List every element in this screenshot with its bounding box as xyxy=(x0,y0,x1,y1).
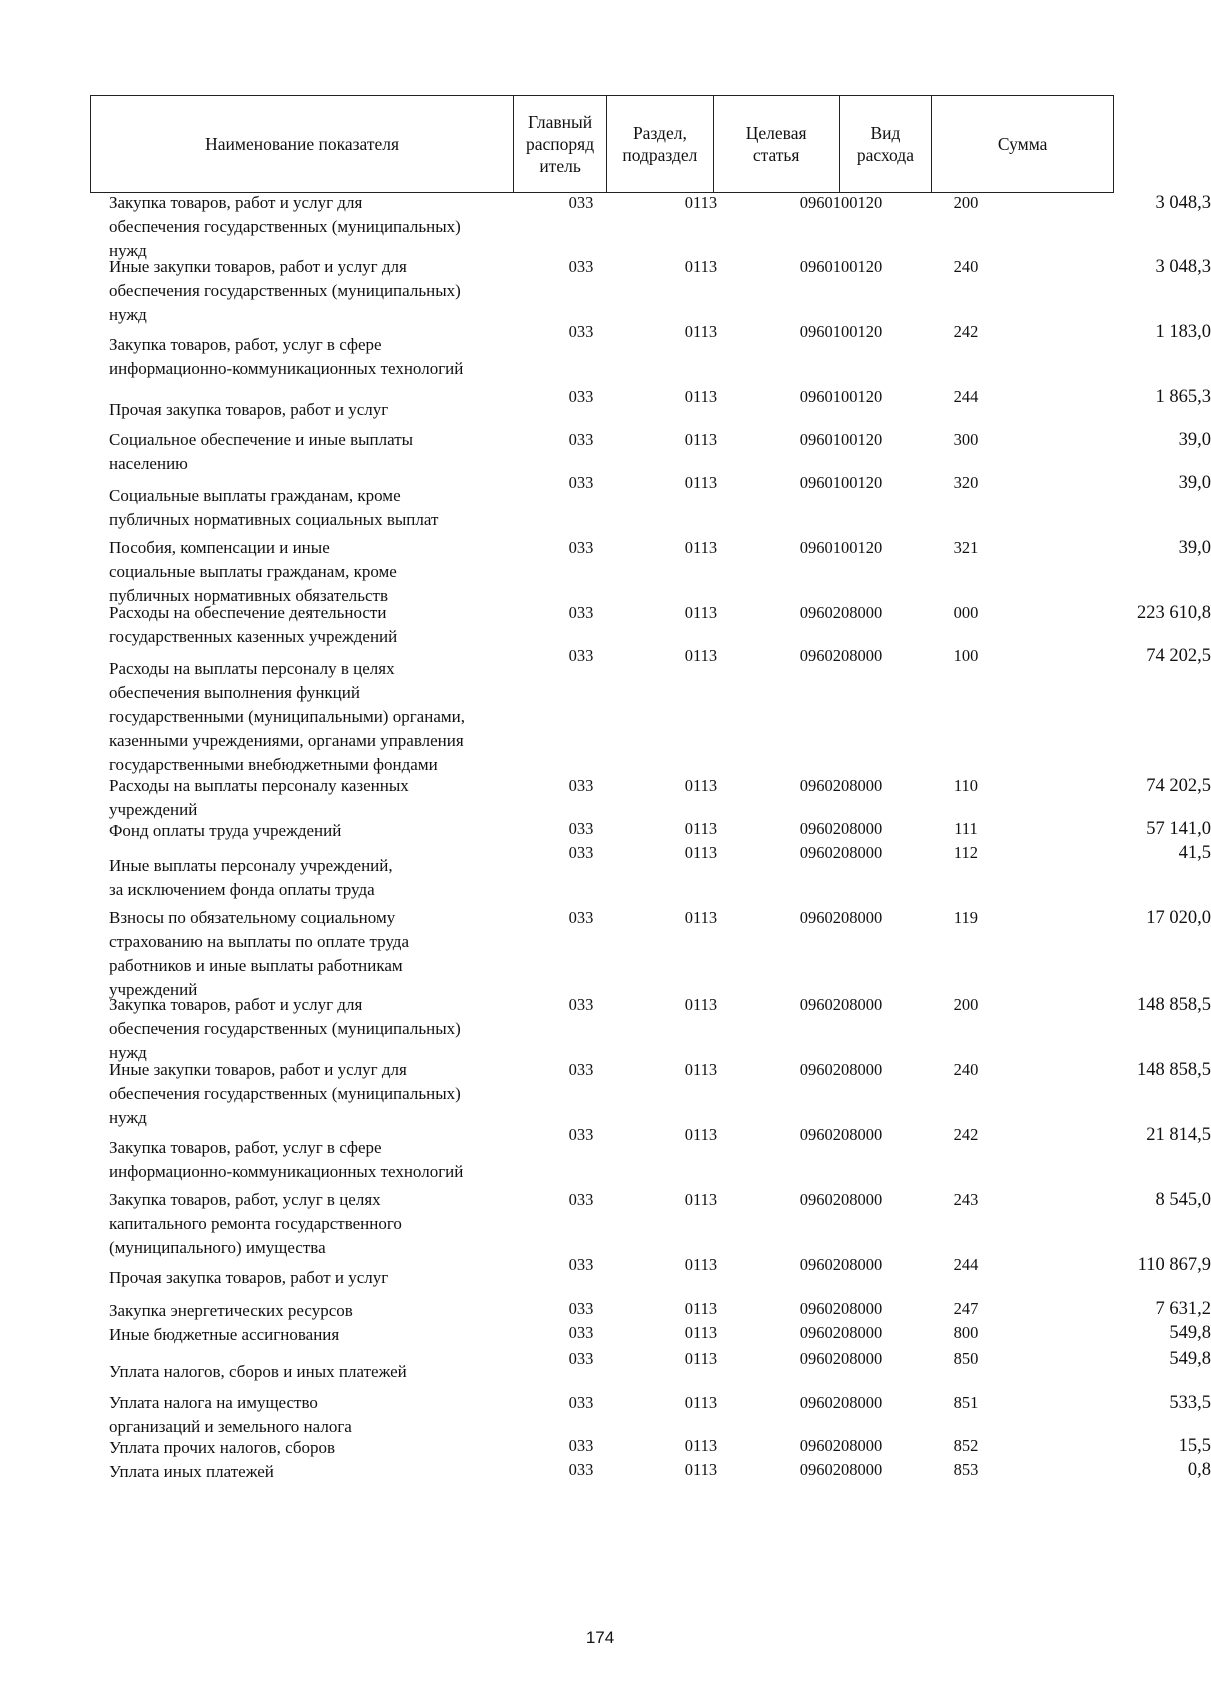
row-name: Уплата налогов, сборов и иных платежей xyxy=(109,1362,407,1381)
row-chief-code: 033 xyxy=(568,257,594,276)
row-target-code: 0960208000 xyxy=(799,1299,883,1318)
row-section-code: 0113 xyxy=(684,1436,718,1455)
row-kind-code: 200 xyxy=(953,193,979,212)
row-kind-code: 852 xyxy=(953,1436,979,1455)
row-chief-code: 033 xyxy=(568,776,594,795)
row-chief-code: 033 xyxy=(568,908,594,927)
row-section-code: 0113 xyxy=(684,995,718,1014)
row-target-code: 0960208000 xyxy=(799,1393,883,1412)
row-name: Закупка товаров, работ, услуг в сфере информационно-коммуникационных технологий xyxy=(109,335,464,378)
row-target-code: 0960100120 xyxy=(799,387,883,406)
row-sum: 17 020,0 xyxy=(1146,908,1211,928)
row-name: Фонд оплаты труда учреждений xyxy=(109,821,342,840)
row-chief-code: 033 xyxy=(568,1060,594,1079)
row-section-code: 0113 xyxy=(684,1393,718,1412)
row-sum: 3 048,3 xyxy=(1155,257,1211,277)
row-sum: 39,0 xyxy=(1178,538,1211,558)
row-kind-code: 244 xyxy=(953,387,979,406)
row-chief-code: 033 xyxy=(568,1349,594,1368)
row-kind-code: 119 xyxy=(953,908,979,927)
row-kind-code: 851 xyxy=(953,1393,979,1412)
row-kind-code: 110 xyxy=(953,776,979,795)
row-section-code: 0113 xyxy=(684,257,718,276)
row-sum: 15,5 xyxy=(1178,1436,1211,1456)
row-target-code: 0960208000 xyxy=(799,1323,883,1342)
row-target-code: 0960208000 xyxy=(799,1060,883,1079)
row-name: Закупка товаров, работ и услуг для обеспечения государственных (муниципальных) нужд xyxy=(109,193,461,260)
row-kind-code: 242 xyxy=(953,1125,979,1144)
row-section-code: 0113 xyxy=(684,1349,718,1368)
row-name: Иные закупки товаров, работ и услуг для обеспечения государственных (муниципальных) нужд xyxy=(109,1060,461,1127)
row-target-code: 0960208000 xyxy=(799,843,883,862)
row-kind-code: 100 xyxy=(953,646,979,665)
row-chief-code: 033 xyxy=(568,995,594,1014)
row-kind-code: 240 xyxy=(953,257,979,276)
row-chief-code: 033 xyxy=(568,1393,594,1412)
row-sum: 223 610,8 xyxy=(1137,603,1211,623)
row-chief-code: 033 xyxy=(568,819,594,838)
row-kind-code: 850 xyxy=(953,1349,979,1368)
row-target-code: 0960100120 xyxy=(799,193,883,212)
row-target-code: 0960208000 xyxy=(799,603,883,622)
row-chief-code: 033 xyxy=(568,843,594,862)
row-section-code: 0113 xyxy=(684,1125,718,1144)
row-sum: 57 141,0 xyxy=(1146,819,1211,839)
row-section-code: 0113 xyxy=(684,1460,718,1479)
row-name: Взносы по обязательному социальному страхованию на выплаты по оплате труда работников и иные выплаты работникам учреждений xyxy=(109,908,409,999)
row-kind-code: 853 xyxy=(953,1460,979,1479)
row-kind-code: 247 xyxy=(953,1299,979,1318)
row-chief-code: 033 xyxy=(568,322,594,341)
row-target-code: 0960208000 xyxy=(799,776,883,795)
row-name: Расходы на обеспечение деятельности государственных казенных учреждений xyxy=(109,603,398,646)
row-target-code: 0960208000 xyxy=(799,1436,883,1455)
row-target-code: 0960208000 xyxy=(799,1255,883,1274)
row-name: Уплата прочих налогов, сборов xyxy=(109,1438,335,1457)
row-section-code: 0113 xyxy=(684,646,718,665)
row-section-code: 0113 xyxy=(684,193,718,212)
row-name: Социальные выплаты гражданам, кроме публичных нормативных социальных выплат xyxy=(109,486,439,529)
row-sum: 3 048,3 xyxy=(1155,193,1211,213)
row-kind-code: 240 xyxy=(953,1060,979,1079)
row-sum: 549,8 xyxy=(1169,1349,1211,1369)
row-section-code: 0113 xyxy=(684,1299,718,1318)
row-kind-code: 000 xyxy=(953,603,979,622)
row-section-code: 0113 xyxy=(684,473,718,492)
row-target-code: 0960100120 xyxy=(799,473,883,492)
row-sum: 1 865,3 xyxy=(1155,387,1211,407)
row-name: Прочая закупка товаров, работ и услуг xyxy=(109,400,389,419)
row-kind-code: 244 xyxy=(953,1255,979,1274)
row-name: Расходы на выплаты персоналу казенных учреждений xyxy=(109,776,409,819)
row-section-code: 0113 xyxy=(684,843,718,862)
row-section-code: 0113 xyxy=(684,538,718,557)
row-target-code: 0960208000 xyxy=(799,908,883,927)
row-name: Закупка товаров, работ, услуг в целях капитального ремонта государственного (муниципального) имущества xyxy=(109,1190,402,1257)
row-kind-code: 300 xyxy=(953,430,979,449)
row-section-code: 0113 xyxy=(684,1060,718,1079)
row-kind-code: 200 xyxy=(953,995,979,1014)
row-target-code: 0960208000 xyxy=(799,646,883,665)
row-kind-code: 242 xyxy=(953,322,979,341)
row-sum: 110 867,9 xyxy=(1137,1255,1211,1275)
row-section-code: 0113 xyxy=(684,1190,718,1209)
row-name: Иные выплаты персоналу учреждений, за исключением фонда оплаты труда xyxy=(109,856,393,899)
row-kind-code: 243 xyxy=(953,1190,979,1209)
row-chief-code: 033 xyxy=(568,387,594,406)
header-name: Наименование показателя xyxy=(91,96,514,192)
row-chief-code: 033 xyxy=(568,1255,594,1274)
row-chief-code: 033 xyxy=(568,538,594,557)
row-kind-code: 321 xyxy=(953,538,979,557)
row-sum: 41,5 xyxy=(1178,843,1211,863)
row-chief-code: 033 xyxy=(568,1125,594,1144)
row-target-code: 0960208000 xyxy=(799,995,883,1014)
row-target-code: 0960100120 xyxy=(799,257,883,276)
row-sum: 8 545,0 xyxy=(1155,1190,1211,1210)
row-target-code: 0960208000 xyxy=(799,1190,883,1209)
row-name: Закупка энергетических ресурсов xyxy=(109,1301,353,1320)
row-name: Закупка товаров, работ и услуг для обеспечения государственных (муниципальных) нужд xyxy=(109,995,461,1062)
row-target-code: 0960208000 xyxy=(799,1349,883,1368)
row-section-code: 0113 xyxy=(684,1255,718,1274)
row-target-code: 0960208000 xyxy=(799,1460,883,1479)
row-sum: 148 858,5 xyxy=(1137,1060,1211,1080)
row-section-code: 0113 xyxy=(684,1323,718,1342)
row-kind-code: 800 xyxy=(953,1323,979,1342)
row-sum: 39,0 xyxy=(1178,473,1211,493)
row-section-code: 0113 xyxy=(684,430,718,449)
row-name: Прочая закупка товаров, работ и услуг xyxy=(109,1268,389,1287)
row-sum: 74 202,5 xyxy=(1146,776,1211,796)
row-sum: 7 631,2 xyxy=(1155,1299,1211,1319)
row-sum: 0,8 xyxy=(1187,1460,1211,1480)
row-sum: 74 202,5 xyxy=(1146,646,1211,666)
row-target-code: 0960100120 xyxy=(799,430,883,449)
header-target: Целевая статья xyxy=(714,96,840,192)
row-name: Социальное обеспечение и иные выплаты населению xyxy=(109,430,414,473)
page-number: 174 xyxy=(585,1628,615,1647)
row-kind-code: 320 xyxy=(953,473,979,492)
row-chief-code: 033 xyxy=(568,430,594,449)
header-section: Раздел, подраздел xyxy=(607,96,714,192)
row-chief-code: 033 xyxy=(568,1460,594,1479)
row-name: Иные бюджетные ассигнования xyxy=(109,1325,340,1344)
row-target-code: 0960208000 xyxy=(799,819,883,838)
row-section-code: 0113 xyxy=(684,819,718,838)
row-section-code: 0113 xyxy=(684,322,718,341)
row-sum: 1 183,0 xyxy=(1155,322,1211,342)
row-name: Пособия, компенсации и иные социальные выплаты гражданам, кроме публичных нормативных обязательств xyxy=(109,538,397,605)
row-chief-code: 033 xyxy=(568,1299,594,1318)
row-sum: 148 858,5 xyxy=(1137,995,1211,1015)
row-name: Закупка товаров, работ, услуг в сфере информационно-коммуникационных технологий xyxy=(109,1138,464,1181)
row-sum: 549,8 xyxy=(1169,1323,1211,1343)
row-name: Расходы на выплаты персоналу в целях обеспечения выполнения функций государственными (муниципальными) органами, казенными учреждениями, органами управления государственными внебюджетными фондами xyxy=(109,659,465,774)
row-target-code: 0960100120 xyxy=(799,322,883,341)
row-name: Иные закупки товаров, работ и услуг для обеспечения государственных (муниципальных) нужд xyxy=(109,257,461,324)
row-kind-code: 112 xyxy=(953,843,979,862)
row-target-code: 0960100120 xyxy=(799,538,883,557)
row-section-code: 0113 xyxy=(684,603,718,622)
header-chief: Главный распоряд итель xyxy=(514,96,607,192)
row-kind-code: 111 xyxy=(954,819,978,838)
row-sum: 39,0 xyxy=(1178,430,1211,450)
header-sum: Сумма xyxy=(997,134,1048,154)
row-sum: 533,5 xyxy=(1169,1393,1211,1413)
row-name: Уплата налога на имущество организаций и земельного налога xyxy=(109,1393,352,1436)
row-sum: 21 814,5 xyxy=(1146,1125,1211,1145)
row-chief-code: 033 xyxy=(568,603,594,622)
header-kind: Вид расхода xyxy=(840,96,933,192)
row-chief-code: 033 xyxy=(568,193,594,212)
row-chief-code: 033 xyxy=(568,1436,594,1455)
row-chief-code: 033 xyxy=(568,1323,594,1342)
row-section-code: 0113 xyxy=(684,387,718,406)
row-chief-code: 033 xyxy=(568,473,594,492)
row-section-code: 0113 xyxy=(684,908,718,927)
row-chief-code: 033 xyxy=(568,1190,594,1209)
row-target-code: 0960208000 xyxy=(799,1125,883,1144)
table-header xyxy=(90,95,1114,193)
row-section-code: 0113 xyxy=(684,776,718,795)
row-chief-code: 033 xyxy=(568,646,594,665)
row-name: Уплата иных платежей xyxy=(109,1462,274,1481)
